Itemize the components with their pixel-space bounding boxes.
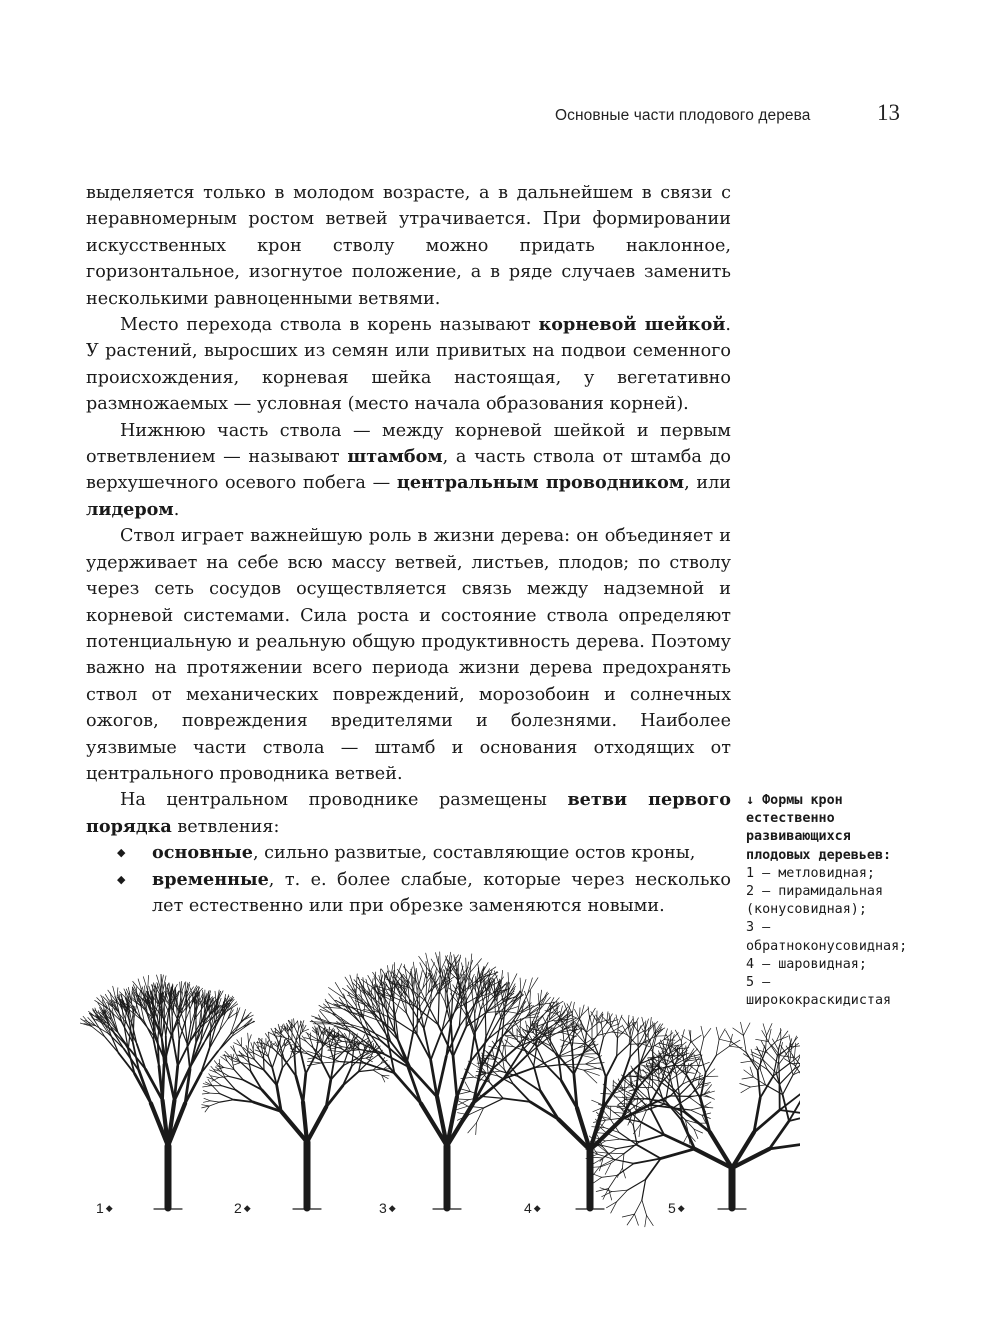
list-item-text: , сильно развитые, составляющие остов кроны, <box>253 843 696 864</box>
paragraph-4: Ствол играет важнейшую роль в жизни дерева: он объединяет и удерживает на себе всю массу ветвей, листьев, плодов; по стволу через сеть сосудов осуществляется связь между надземной и корневой системами. Сила роста и состояние ствола определяют потенциальную и реальную общую продуктивность дерева. Поэтому важно на протяжении всего периода жизни дерева предохранять ствол от механических повреждений, морозобоин и солнечных ожогов, повреждения вредителями и болезнями. Наиболее уязвимые части ствола — штамб и основания отходящих от центрального проводника ветвей. <box>86 526 731 784</box>
term-leader: лидером <box>86 498 174 520</box>
figure-label-3 <box>379 1200 396 1216</box>
tree-broom <box>80 974 255 1209</box>
caption-title <box>746 792 916 865</box>
tree-pyramidal <box>202 1019 391 1209</box>
tree-globe <box>456 1001 715 1209</box>
term-root-collar: корневой шейкой <box>538 314 726 336</box>
bullet-list <box>86 840 731 919</box>
diamond-icon: ◆ <box>105 1203 113 1213</box>
list-item-term: основные <box>152 842 253 864</box>
list-item <box>152 840 731 866</box>
term-first-order-branches: ветви первого порядка <box>86 789 731 837</box>
list-item-text: , т. е. более слабые, которые через несколько лет естественно или при обрезке заменяются новыми. <box>152 869 731 916</box>
figure-label-number: 4 <box>524 1200 532 1216</box>
diamond-icon: ◆ <box>388 1203 396 1213</box>
text-span: Нижнюю часть ствола — между корневой шейкой и первым ответвлением — называют <box>86 420 731 468</box>
text-span: , или <box>684 473 731 494</box>
caption-item: 1 — метловидная; <box>746 865 875 881</box>
paragraph-2 <box>86 312 731 418</box>
text-span: . <box>173 499 180 520</box>
term-trunk-base: штамбом <box>347 446 443 468</box>
text-span: Место перехода ствола в корень называют <box>120 315 539 336</box>
paragraph-3 <box>86 418 731 524</box>
running-title: Основные части плодового дерева <box>555 107 811 124</box>
figure-label-number: 5 <box>668 1200 676 1216</box>
figure-label-2 <box>234 1200 251 1216</box>
paragraph-1: выделяется только в молодом возрасте, а в дальнейшем в связи с неравномерным ростом ветвей утрачивается. При формировании искусственных крон стволу можно придать наклонное, горизонтальное, изогнутое положение, а в ряде случаев заменить несколькими равноценными ветвями. <box>86 183 731 309</box>
figure-label-number: 2 <box>234 1200 242 1216</box>
caption-item: 4 — шаровидная; <box>746 956 867 972</box>
arrow-down-icon: ↓ <box>746 793 755 808</box>
page-number: 13 <box>877 100 900 125</box>
list-item-term: временные <box>152 868 269 890</box>
diamond-icon: ◆ <box>243 1203 251 1213</box>
diamond-icon: ◆ <box>677 1203 685 1213</box>
body-text <box>86 180 731 919</box>
diamond-icon: ◆ <box>533 1203 541 1213</box>
figure-label-1 <box>96 1200 113 1216</box>
caption-title-text: Формы крон естественно развивающихся плодовых деревьев: <box>746 793 892 863</box>
text-span: . У растений, выросших из семян или привитых на подвои семенного происхождения, корневая шейка настоящая, у вегетативно размножаемых — условная (место начала образования корней). <box>86 315 731 415</box>
figure-label-number: 1 <box>96 1200 104 1216</box>
caption-item: 2 — пирамидальная (конусовидная); <box>746 884 884 918</box>
text-span: ветвления: <box>171 816 280 837</box>
figure-label-number: 3 <box>379 1200 387 1216</box>
figure-label-4 <box>524 1200 541 1216</box>
term-central-leader: центральным проводником <box>396 472 685 494</box>
text-span: , а часть ствола от штамба до верхушечного осевого побега — <box>86 447 731 494</box>
caption-item: 5 — ширококраскидистая <box>746 975 892 1009</box>
list-item <box>152 867 731 920</box>
caption-item: 3 — обратноконусовидная; <box>746 920 908 954</box>
figure-label-5 <box>668 1200 685 1216</box>
text-span: На центральном проводнике размещены <box>120 790 568 811</box>
paragraph-5 <box>86 787 731 840</box>
page-header <box>555 100 900 126</box>
tree-crown-illustration <box>80 940 800 1230</box>
